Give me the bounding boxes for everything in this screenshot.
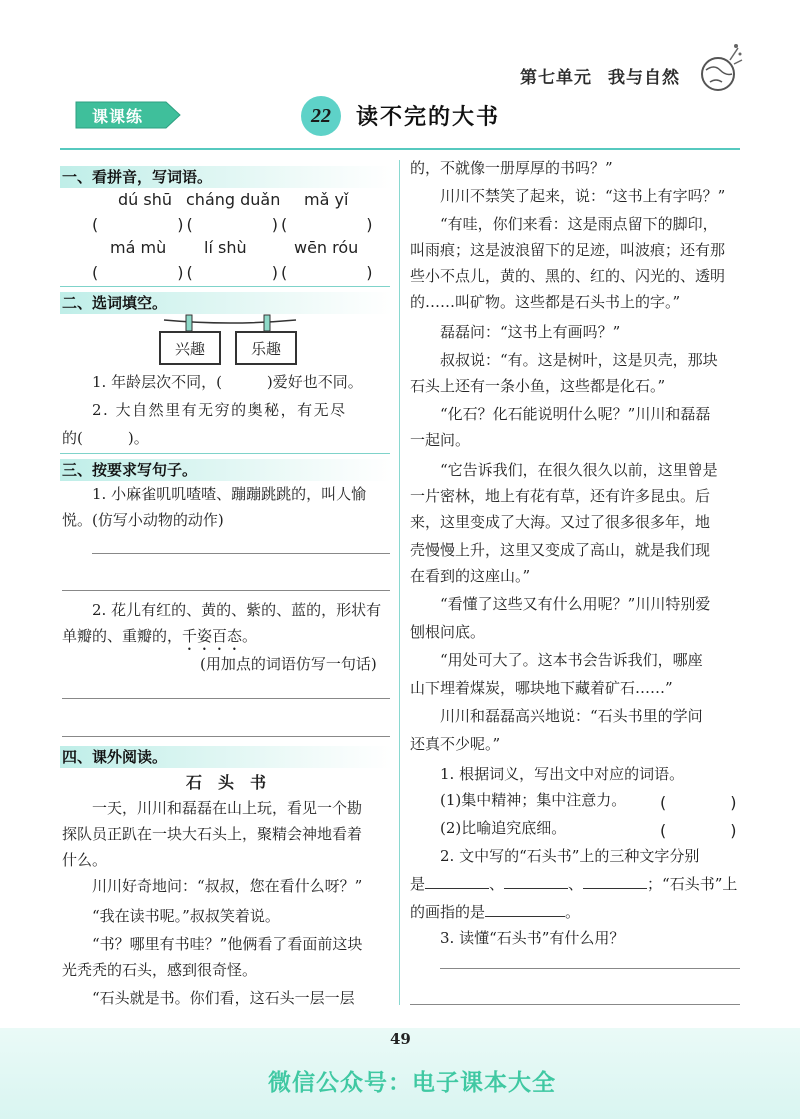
sentence-question-2c: (用加点的词语仿写一句话) [200, 655, 377, 673]
reading-question-1b: (2)比喻追究底细。 [440, 819, 567, 837]
reading-question-1a: (1)集中精神；集中注意力。 [440, 791, 627, 809]
story-line: 探队员正趴在一块大石头上，聚精会神地看着 [62, 825, 363, 843]
reading-question-2c [410, 900, 580, 922]
story-line: 一片密林，地上有花有草，还有许多昆虫。后 [410, 487, 711, 505]
q2b-sep: 、 [568, 875, 584, 893]
sentence-question-2a: 2. 花儿有红的、黄的、紫的、蓝的，形状有 [92, 601, 382, 619]
answer-blank-picture[interactable] [485, 900, 565, 917]
sentence-question-2b [62, 626, 257, 654]
story-line: 川川和磊磊高兴地说：“石头书里的学问 [440, 707, 703, 725]
story-line: 的，不就像一册厚厚的书吗？” [410, 159, 613, 177]
dotted-phrase: 千姿百态 [182, 627, 243, 645]
pinyin-ma-mu: má mù [110, 238, 167, 257]
answer-blank-1b[interactable]: ( ) [660, 821, 737, 840]
fill-question-1: 1. 年龄层次不同，( )爱好也不同。 [92, 373, 363, 391]
story-line: 川川好奇地问：“叔叔，您在看什么呀？” [92, 877, 363, 895]
answer-line[interactable] [62, 698, 390, 699]
section-reading-title: 四、课外阅读。 [60, 746, 392, 768]
answer-line[interactable] [440, 968, 740, 969]
story-title: 石 头 书 [186, 773, 267, 792]
unit-theme: 我与自然 [608, 68, 680, 88]
story-line: 壳慢慢上升，这里又变成了高山，就是我们现 [410, 541, 711, 559]
lesson-title: 读不完的大书 [356, 105, 501, 130]
wechat-banner: 微信公众号：电子课本大全 [268, 1070, 556, 1096]
answer-line[interactable] [92, 553, 390, 554]
unit-title [520, 63, 680, 88]
sentence-question-1b: 悦。(仿写小动物的动作) [62, 511, 224, 529]
answer-blanks-row2[interactable]: ( )( )( ) [92, 263, 376, 282]
story-line: 光秃秃的石头，感到很奇怪。 [62, 961, 258, 979]
story-line: 在看到的这座山。” [410, 567, 531, 585]
story-line: 刨根问底。 [410, 623, 486, 641]
pinyin-li-shu: lí shù [204, 238, 247, 257]
q2b-is: 是 [410, 875, 426, 893]
q2c-end: 。 [565, 903, 581, 921]
pinyin-ma-yi: mǎ yǐ [304, 190, 349, 209]
answer-blank-1a[interactable]: ( ) [660, 793, 737, 812]
story-line: “我在读书呢。”叔叔笑着说。 [92, 907, 280, 925]
reading-question-3: 3. 读懂“石头书”有什么用？ [440, 929, 625, 947]
story-line: “有哇，你们来看：这是雨点留下的脚印， [440, 215, 718, 233]
reading-question-1: 1. 根据词义，写出文中对应的词语。 [440, 765, 685, 783]
answer-blanks-row1[interactable]: ( )( )( ) [92, 215, 376, 234]
story-line: “化石？化石能说明什么呢？”川川和磊磊 [440, 405, 711, 423]
fill-question-2a: 2. 大自然里有无穷的奥秘，有无尽 [92, 401, 347, 419]
q2c-pre: 的画指的是 [410, 903, 486, 921]
answer-line[interactable] [410, 1004, 740, 1005]
q2b-sep: 、 [489, 875, 505, 893]
section-pinyin-title: 一、看拼音，写词语。 [60, 166, 392, 188]
unit-label: 第七单元 [520, 68, 592, 88]
story-line: 一起问。 [410, 431, 471, 449]
story-line: 川川不禁笑了起来，说：“这书上有字吗？” [440, 187, 726, 205]
column-divider [399, 160, 400, 1005]
word-card-xingqu: 兴趣 [159, 331, 221, 365]
answer-line[interactable] [62, 736, 390, 737]
title-divider [60, 148, 740, 150]
q2b-end: ；“石头书”上 [647, 875, 738, 893]
pinyin-chang-duan: cháng duǎn [186, 190, 281, 209]
word-card-lequ: 乐趣 [235, 331, 297, 365]
answer-blank-text-1[interactable] [425, 872, 489, 889]
reading-question-2a: 2. 文中写的“石头书”上的三种文字分别 [440, 847, 700, 865]
answer-line[interactable] [62, 590, 390, 591]
story-line: 还真不少呢。” [410, 735, 501, 753]
story-line: 叔叔说：“有。这是树叶，这是贝壳，那块 [440, 351, 718, 369]
story-line: “看懂了这些又有什么用呢？”川川特别爱 [440, 595, 711, 613]
sentence-question-1a: 1. 小麻雀叽叽喳喳、蹦蹦跳跳的，叫人愉 [92, 485, 367, 503]
answer-blank-text-2[interactable] [504, 872, 568, 889]
story-line: “用处可大了。这本书会告诉我们，哪座 [440, 651, 703, 669]
answer-blank-text-3[interactable] [583, 872, 647, 889]
story-line: 来，这里变成了大海。又过了很多很多年，地 [410, 513, 711, 531]
earth-doodle-icon [696, 40, 744, 96]
story-line: “它告诉我们，在很久很久以前，这里曾是 [440, 461, 718, 479]
section-separator [60, 286, 390, 287]
story-line: “石头就是书。你们看，这石头一层一层 [92, 989, 355, 1007]
story-line: “书？哪里有书哇？”他俩看了看面前这块 [92, 935, 363, 953]
story-line: 什么。 [62, 851, 108, 869]
section-fill-title: 二、选词填空。 [60, 292, 392, 314]
story-line: 一天，川川和磊磊在山上玩，看见一个勘 [92, 799, 363, 817]
story-line: 石头上还有一条小鱼，这些都是化石。” [410, 377, 666, 395]
reading-question-2b [410, 872, 737, 894]
section-separator [60, 453, 390, 454]
story-line: 山下埋着煤炭，哪块地下藏着矿石……” [410, 679, 673, 697]
story-line: 叫雨痕；这是波浪留下的足迹，叫波痕；还有那 [410, 241, 726, 259]
story-line: 磊磊问：“这书上有画吗？” [440, 323, 621, 341]
q2b-suffix: 。 [242, 627, 258, 645]
pinyin-wen-rou: wēn róu [294, 238, 359, 257]
pinyin-du-shu: dú shū [118, 190, 172, 209]
section-sentence-title: 三、按要求写句子。 [60, 459, 392, 481]
page-number: 49 [390, 1030, 411, 1048]
story-line: 的……叫矿物。这些都是石头书上的字。” [410, 293, 681, 311]
fill-question-2b: 的( )。 [62, 429, 149, 447]
lesson-number: 22 [301, 96, 341, 136]
story-line: 些小不点儿，黄的、黑的、红的、闪光的、透明 [410, 267, 726, 285]
tag-label: 课课练 [92, 107, 144, 126]
q2b-prefix: 单瓣的、重瓣的， [62, 627, 183, 645]
